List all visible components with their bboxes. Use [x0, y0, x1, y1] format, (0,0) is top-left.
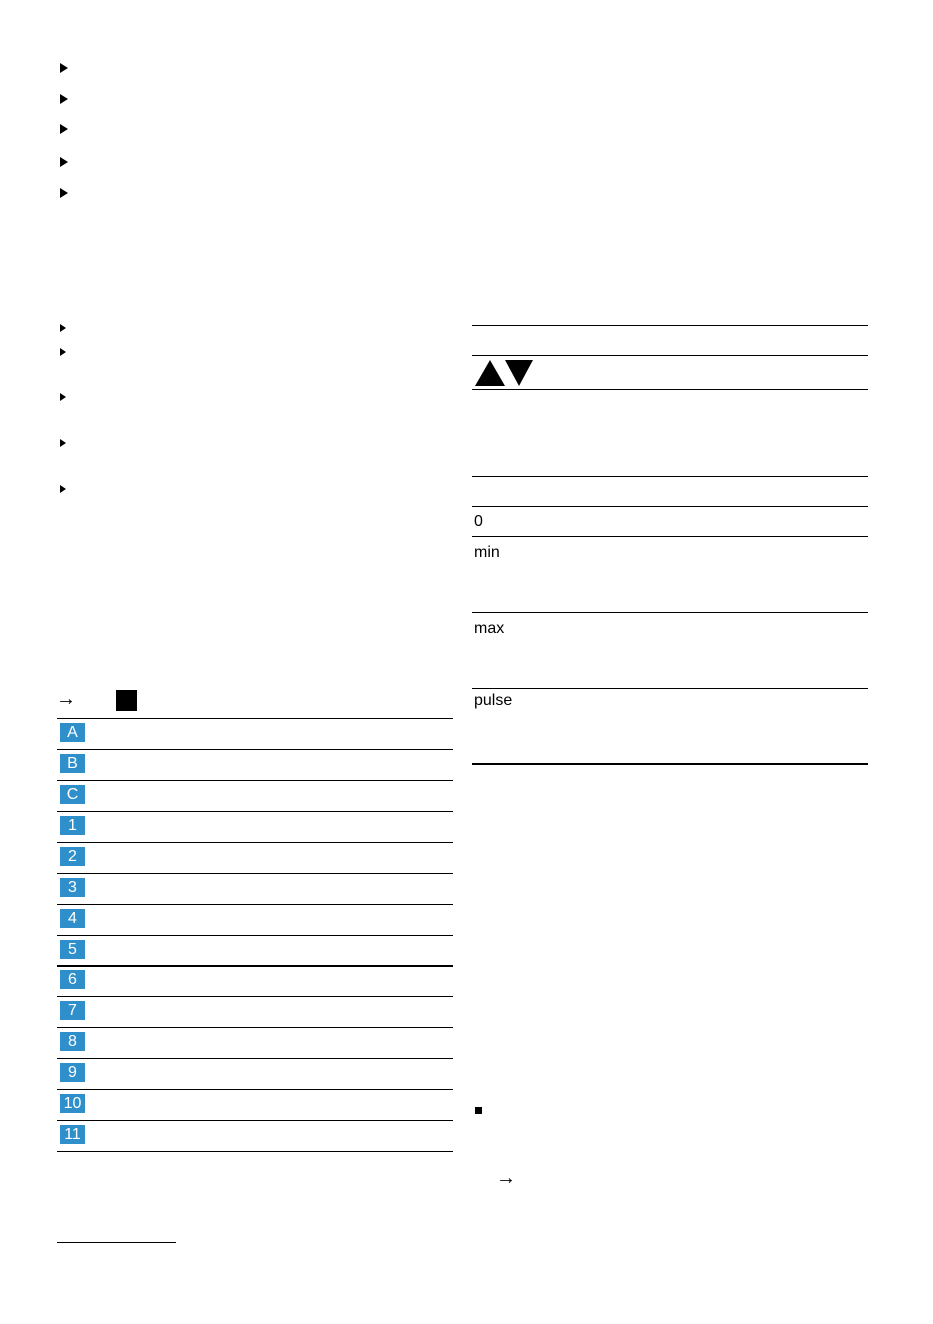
legend-badge: 7: [60, 1001, 85, 1020]
setting-label: 0: [474, 513, 483, 530]
table-rule: [57, 1120, 453, 1121]
square-icon: [116, 690, 137, 711]
table-rule: [57, 842, 453, 843]
bullet-icon: [60, 94, 68, 104]
bullet-icon: [60, 485, 66, 493]
table-rule: [57, 1058, 453, 1059]
arrow-icon: →: [496, 1167, 516, 1189]
legend-badge: 10: [60, 1094, 85, 1113]
bullet-icon: [60, 188, 68, 198]
up-down-arrows-icon: [475, 359, 535, 387]
setting-label: min: [474, 544, 500, 561]
legend-badge: 4: [60, 909, 85, 928]
legend-badge: B: [60, 754, 85, 773]
table-rule: [472, 536, 868, 537]
table-rule: [57, 873, 453, 874]
table-rule: [472, 476, 868, 477]
table-rule: [472, 355, 868, 356]
table-rule: [57, 965, 453, 967]
table-rule: [57, 718, 453, 719]
bullet-icon: [60, 439, 66, 447]
legend-badge: 8: [60, 1032, 85, 1051]
table-rule: [57, 904, 453, 905]
legend-badge: 11: [60, 1125, 85, 1144]
square-bullet-icon: [475, 1107, 482, 1114]
table-rule: [57, 749, 453, 750]
arrow-icon: →: [56, 688, 76, 710]
bullet-icon: [60, 124, 68, 134]
table-rule: [472, 688, 868, 689]
setting-label: max: [474, 620, 505, 637]
table-rule: [57, 935, 453, 936]
legend-badge: 6: [60, 970, 85, 989]
table-rule: [57, 996, 453, 997]
table-rule: [472, 506, 868, 507]
table-rule: [472, 612, 868, 613]
legend-badge: 9: [60, 1063, 85, 1082]
legend-badge: C: [60, 785, 85, 804]
bullet-icon: [60, 348, 66, 356]
bullet-icon: [60, 393, 66, 401]
table-rule: [57, 1027, 453, 1028]
down-triangle-icon: [505, 360, 533, 386]
table-rule: [57, 1089, 453, 1090]
table-rule: [57, 780, 453, 781]
setting-label: pulse: [474, 692, 513, 709]
legend-badge: 5: [60, 940, 85, 959]
table-rule: [472, 763, 868, 765]
legend-badge: 3: [60, 878, 85, 897]
bullet-icon: [60, 324, 66, 332]
legend-badge: 2: [60, 847, 85, 866]
table-rule: [57, 811, 453, 812]
footnote-rule: [57, 1242, 176, 1243]
table-rule: [57, 1151, 453, 1152]
legend-badge: 1: [60, 816, 85, 835]
table-rule: [472, 389, 868, 390]
table-rule: [472, 325, 868, 326]
legend-badge: A: [60, 723, 85, 742]
bullet-icon: [60, 63, 68, 73]
bullet-icon: [60, 157, 68, 167]
up-triangle-icon: [475, 360, 505, 386]
